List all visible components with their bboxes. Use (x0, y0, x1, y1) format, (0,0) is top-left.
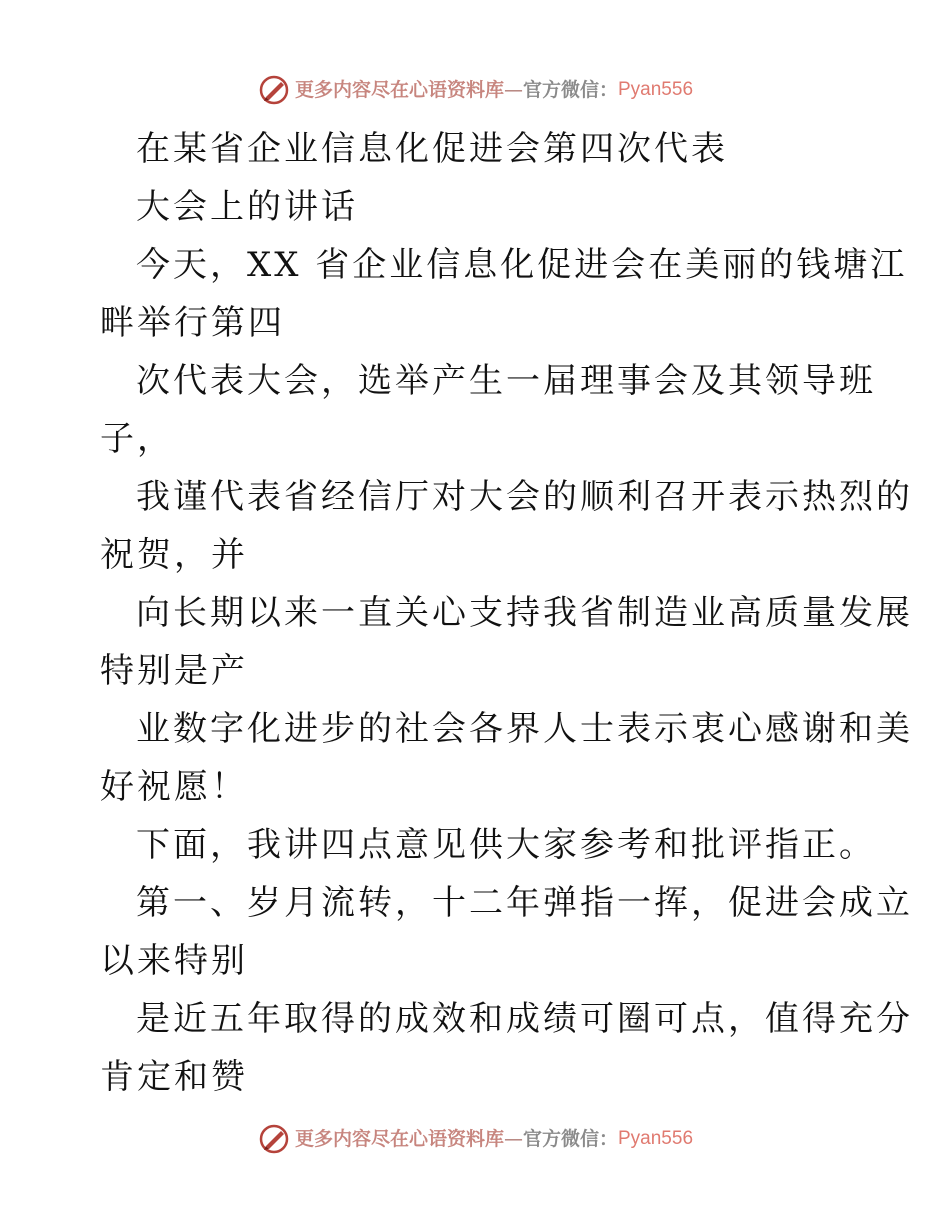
document-body (100, 120, 913, 1106)
footer-banner (0, 1119, 950, 1159)
banner-wechat-label: 官方微信： (522, 1128, 618, 1150)
paragraph-line: 次代表大会，选举产生一届理事会及其领导班 (136, 361, 876, 401)
paragraph-line: 畔举行第四 (100, 303, 285, 343)
paragraph-line: 子， (100, 419, 174, 459)
title-line-1: 在某省企业信息化促进会第四次代表 (136, 129, 728, 169)
title-line-2: 大会上的讲话 (136, 187, 358, 227)
paragraph-line: 以来特别 (100, 941, 248, 981)
paragraph-line: 今天，XX 省企业信息化促进会在美丽的钱塘江 (136, 245, 908, 285)
banner-wechat-label: 官方微信： (522, 79, 618, 101)
banner-main-text: 更多内容尽在心语资料库 (294, 79, 504, 101)
paragraph-line: 是近五年取得的成效和成绩可圈可点，值得充分 (136, 999, 913, 1039)
pen-in-circle-icon (257, 1122, 291, 1156)
banner-wechat-id: Pyan556 (618, 1128, 694, 1149)
paragraph-line: 好祝愿！ (100, 767, 248, 807)
banner-separator: — (503, 1128, 523, 1150)
paragraph-line: 向长期以来一直关心支持我省制造业高质量发展 (136, 593, 913, 633)
banner-main-text: 更多内容尽在心语资料库 (294, 1128, 504, 1150)
banner-wechat-id: Pyan556 (618, 79, 694, 100)
paragraph-line: 下面，我讲四点意见供大家参考和批评指正。 (136, 825, 876, 865)
paragraph-line: 特别是产 (100, 651, 248, 691)
paragraph-line: 肯定和赞 (100, 1057, 248, 1097)
paragraph-line: 祝贺，并 (100, 535, 248, 575)
banner-separator: — (503, 79, 523, 101)
paragraph-line: 第一、岁月流转，十二年弹指一挥，促进会成立 (136, 883, 913, 923)
paragraph-line: 我谨代表省经信厅对大会的顺利召开表示热烈的 (136, 477, 913, 517)
pen-in-circle-icon (257, 73, 291, 107)
header-banner (0, 70, 950, 110)
paragraph-line: 业数字化进步的社会各界人士表示衷心感谢和美 (136, 709, 913, 749)
